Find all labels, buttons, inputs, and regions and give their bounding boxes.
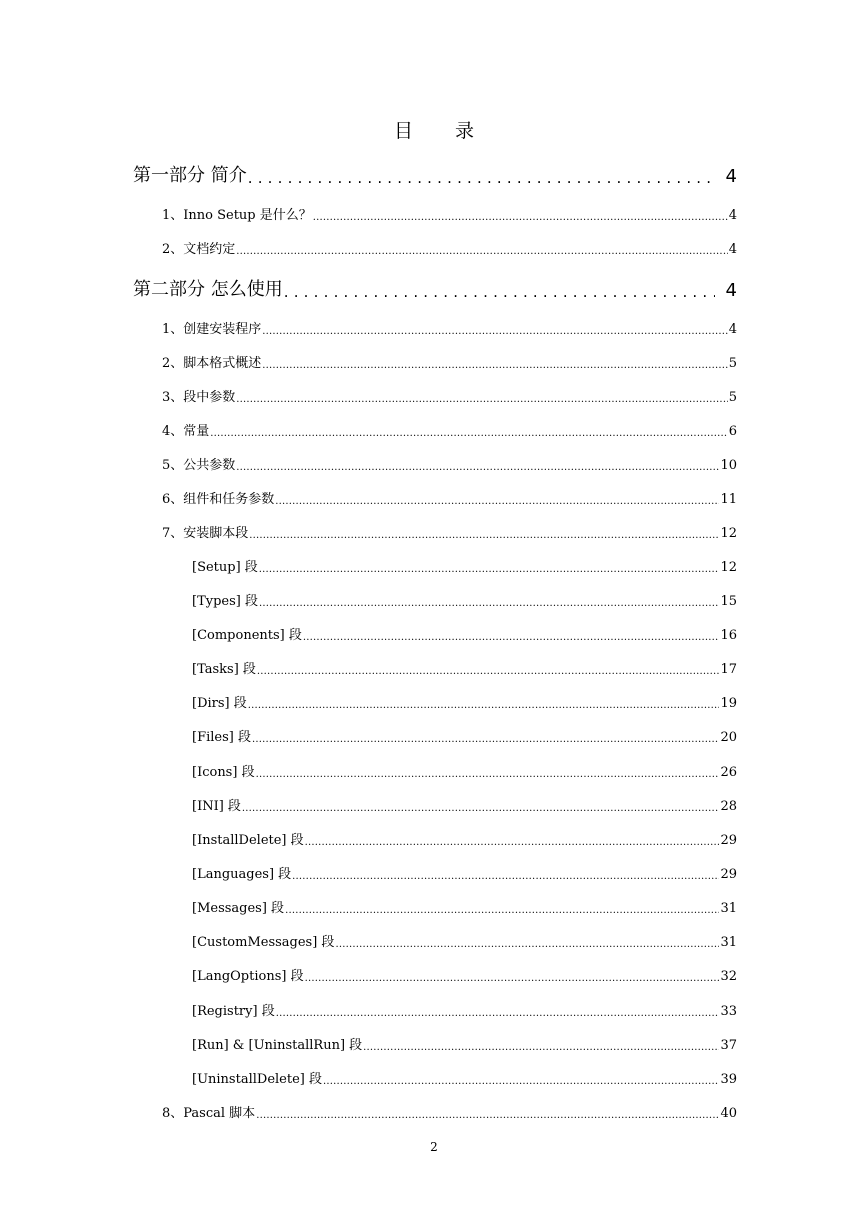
- toc-entry-page: 19: [720, 696, 737, 711]
- toc-entry-label: 2、脚本格式概述: [162, 356, 262, 371]
- toc-entry-label: [Types] 段: [192, 594, 258, 609]
- dot-leader: [262, 326, 727, 337]
- toc-entry-page: 37: [720, 1038, 737, 1053]
- toc-entry-page: 32: [720, 969, 737, 984]
- dot-leader: [249, 530, 719, 541]
- toc-entry-page: 39: [720, 1072, 737, 1087]
- dot-leader: [257, 666, 720, 677]
- toc-entry-label: 8、Pascal 脚本: [162, 1106, 256, 1121]
- toc-entry[interactable]: [192, 896, 737, 916]
- toc-entry[interactable]: [192, 1033, 737, 1053]
- dot-leader: [363, 1042, 719, 1053]
- toc-entry-page: 11: [720, 492, 737, 507]
- toc-entry-page: 6: [728, 424, 737, 439]
- toc-entry-page: 4: [728, 242, 737, 257]
- toc-entry-page: 26: [720, 765, 737, 780]
- toc-entry-label: [Languages] 段: [192, 867, 292, 882]
- toc-entry-page: 17: [720, 662, 737, 677]
- toc-entry[interactable]: [192, 964, 737, 984]
- toc-entry-label: [Tasks] 段: [192, 662, 256, 677]
- dot-leader: [259, 564, 720, 575]
- dot-leader: [284, 283, 715, 301]
- dot-leader: [262, 360, 727, 371]
- dot-leader: [248, 700, 720, 711]
- dot-leader: [242, 803, 720, 814]
- toc-entry-label: 2、文档约定: [162, 242, 236, 257]
- toc-entry-page: 29: [720, 833, 737, 848]
- toc-entry-page: 5: [728, 356, 737, 371]
- toc-entry-page: 29: [720, 867, 737, 882]
- toc-entry[interactable]: [192, 691, 737, 711]
- toc-title: 目 录: [393, 120, 493, 142]
- toc-entry-page: 28: [720, 799, 737, 814]
- dot-leader: [276, 1008, 720, 1019]
- toc-entry[interactable]: [192, 862, 737, 882]
- toc-entry-page: 4: [728, 208, 737, 223]
- toc-entry[interactable]: [192, 657, 737, 677]
- toc-entry-label: [Run] & [UninstallRun] 段: [192, 1038, 363, 1053]
- dot-leader: [285, 905, 719, 916]
- toc-entry-label: 5、公共参数: [162, 458, 236, 473]
- toc-entry-label: [Messages] 段: [192, 901, 285, 916]
- dot-leader: [210, 428, 727, 439]
- toc-entry-label: [Registry] 段: [192, 1004, 275, 1019]
- toc-entry-page: 31: [720, 901, 737, 916]
- dot-leader: [252, 734, 719, 745]
- toc-entry-label: [UninstallDelete] 段: [192, 1072, 322, 1087]
- toc-entry[interactable]: [192, 760, 737, 780]
- toc-entry[interactable]: [162, 203, 737, 223]
- toc-entry[interactable]: [192, 999, 737, 1019]
- toc-entry-label: 1、Inno Setup 是什么？: [162, 208, 312, 223]
- toc-entry-label: [LangOptions] 段: [192, 969, 304, 984]
- toc-entry-page: 4: [725, 280, 737, 301]
- toc-entry-label: [Dirs] 段: [192, 696, 247, 711]
- toc-entry-label: 3、段中参数: [162, 390, 236, 405]
- toc-entry[interactable]: [192, 1067, 737, 1087]
- dot-leader: [236, 394, 727, 405]
- toc-entry[interactable]: [133, 275, 737, 301]
- toc-entry-page: 31: [720, 935, 737, 950]
- toc-entry[interactable]: [162, 385, 737, 405]
- toc-entry[interactable]: [162, 1101, 737, 1121]
- dot-leader: [248, 169, 715, 187]
- toc-entry-label: [Components] 段: [192, 628, 302, 643]
- toc-entry-label: [Icons] 段: [192, 765, 255, 780]
- toc-entry[interactable]: [162, 237, 737, 257]
- toc-entry-page: 15: [720, 594, 737, 609]
- toc-entry[interactable]: [192, 555, 737, 575]
- toc-entry[interactable]: [192, 794, 737, 814]
- toc-entry[interactable]: [192, 828, 737, 848]
- dot-leader: [305, 973, 720, 984]
- toc-entry[interactable]: [162, 487, 737, 507]
- toc-entry[interactable]: [162, 453, 737, 473]
- toc-entry-label: 4、常量: [162, 424, 210, 439]
- toc-entry-page: 10: [720, 458, 737, 473]
- dot-leader: [256, 769, 720, 780]
- dot-leader: [256, 1110, 719, 1121]
- toc-entry-label: 第一部分 简介: [133, 165, 247, 186]
- toc-entry-page: 40: [720, 1106, 737, 1121]
- dot-leader: [236, 246, 727, 257]
- toc-entry-label: [InstallDelete] 段: [192, 833, 304, 848]
- toc-entry-label: 7、安装脚本段: [162, 526, 249, 541]
- toc-entry-page: 12: [720, 560, 737, 575]
- toc-entry-label: [Setup] 段: [192, 560, 258, 575]
- dot-leader: [305, 837, 720, 848]
- dot-leader: [292, 871, 719, 882]
- toc-entry[interactable]: [162, 317, 737, 337]
- toc-entry-page: 33: [720, 1004, 737, 1019]
- toc-entry[interactable]: [133, 161, 737, 187]
- toc-entry-label: [CustomMessages] 段: [192, 935, 335, 950]
- toc-entry-label: 6、组件和任务参数: [162, 492, 275, 507]
- page-number: 2: [430, 1140, 438, 1154]
- dot-leader: [313, 212, 728, 223]
- toc-entry-page: 20: [720, 730, 737, 745]
- toc-entry-page: 4: [728, 322, 737, 337]
- toc-entry-label: 1、创建安装程序: [162, 322, 262, 337]
- toc-entry-label: [Files] 段: [192, 730, 251, 745]
- dot-leader: [303, 632, 720, 643]
- dot-leader: [323, 1076, 719, 1087]
- toc-entry[interactable]: [162, 521, 737, 541]
- toc-entry-page: 16: [720, 628, 737, 643]
- toc-entry-label: 第二部分 怎么使用: [133, 279, 283, 300]
- toc-entry[interactable]: [162, 419, 737, 439]
- toc-entry-label: [INI] 段: [192, 799, 241, 814]
- toc-entry[interactable]: [192, 930, 737, 950]
- dot-leader: [259, 598, 719, 609]
- toc-entry[interactable]: [162, 351, 737, 371]
- dot-leader: [335, 939, 719, 950]
- toc-entry-page: 4: [725, 166, 737, 187]
- toc-entry-page: 5: [728, 390, 737, 405]
- dot-leader: [236, 462, 719, 473]
- toc-entry-page: 12: [720, 526, 737, 541]
- toc-entry[interactable]: [192, 623, 737, 643]
- toc-entry[interactable]: [192, 589, 737, 609]
- toc-entry[interactable]: [192, 725, 737, 745]
- dot-leader: [275, 496, 719, 507]
